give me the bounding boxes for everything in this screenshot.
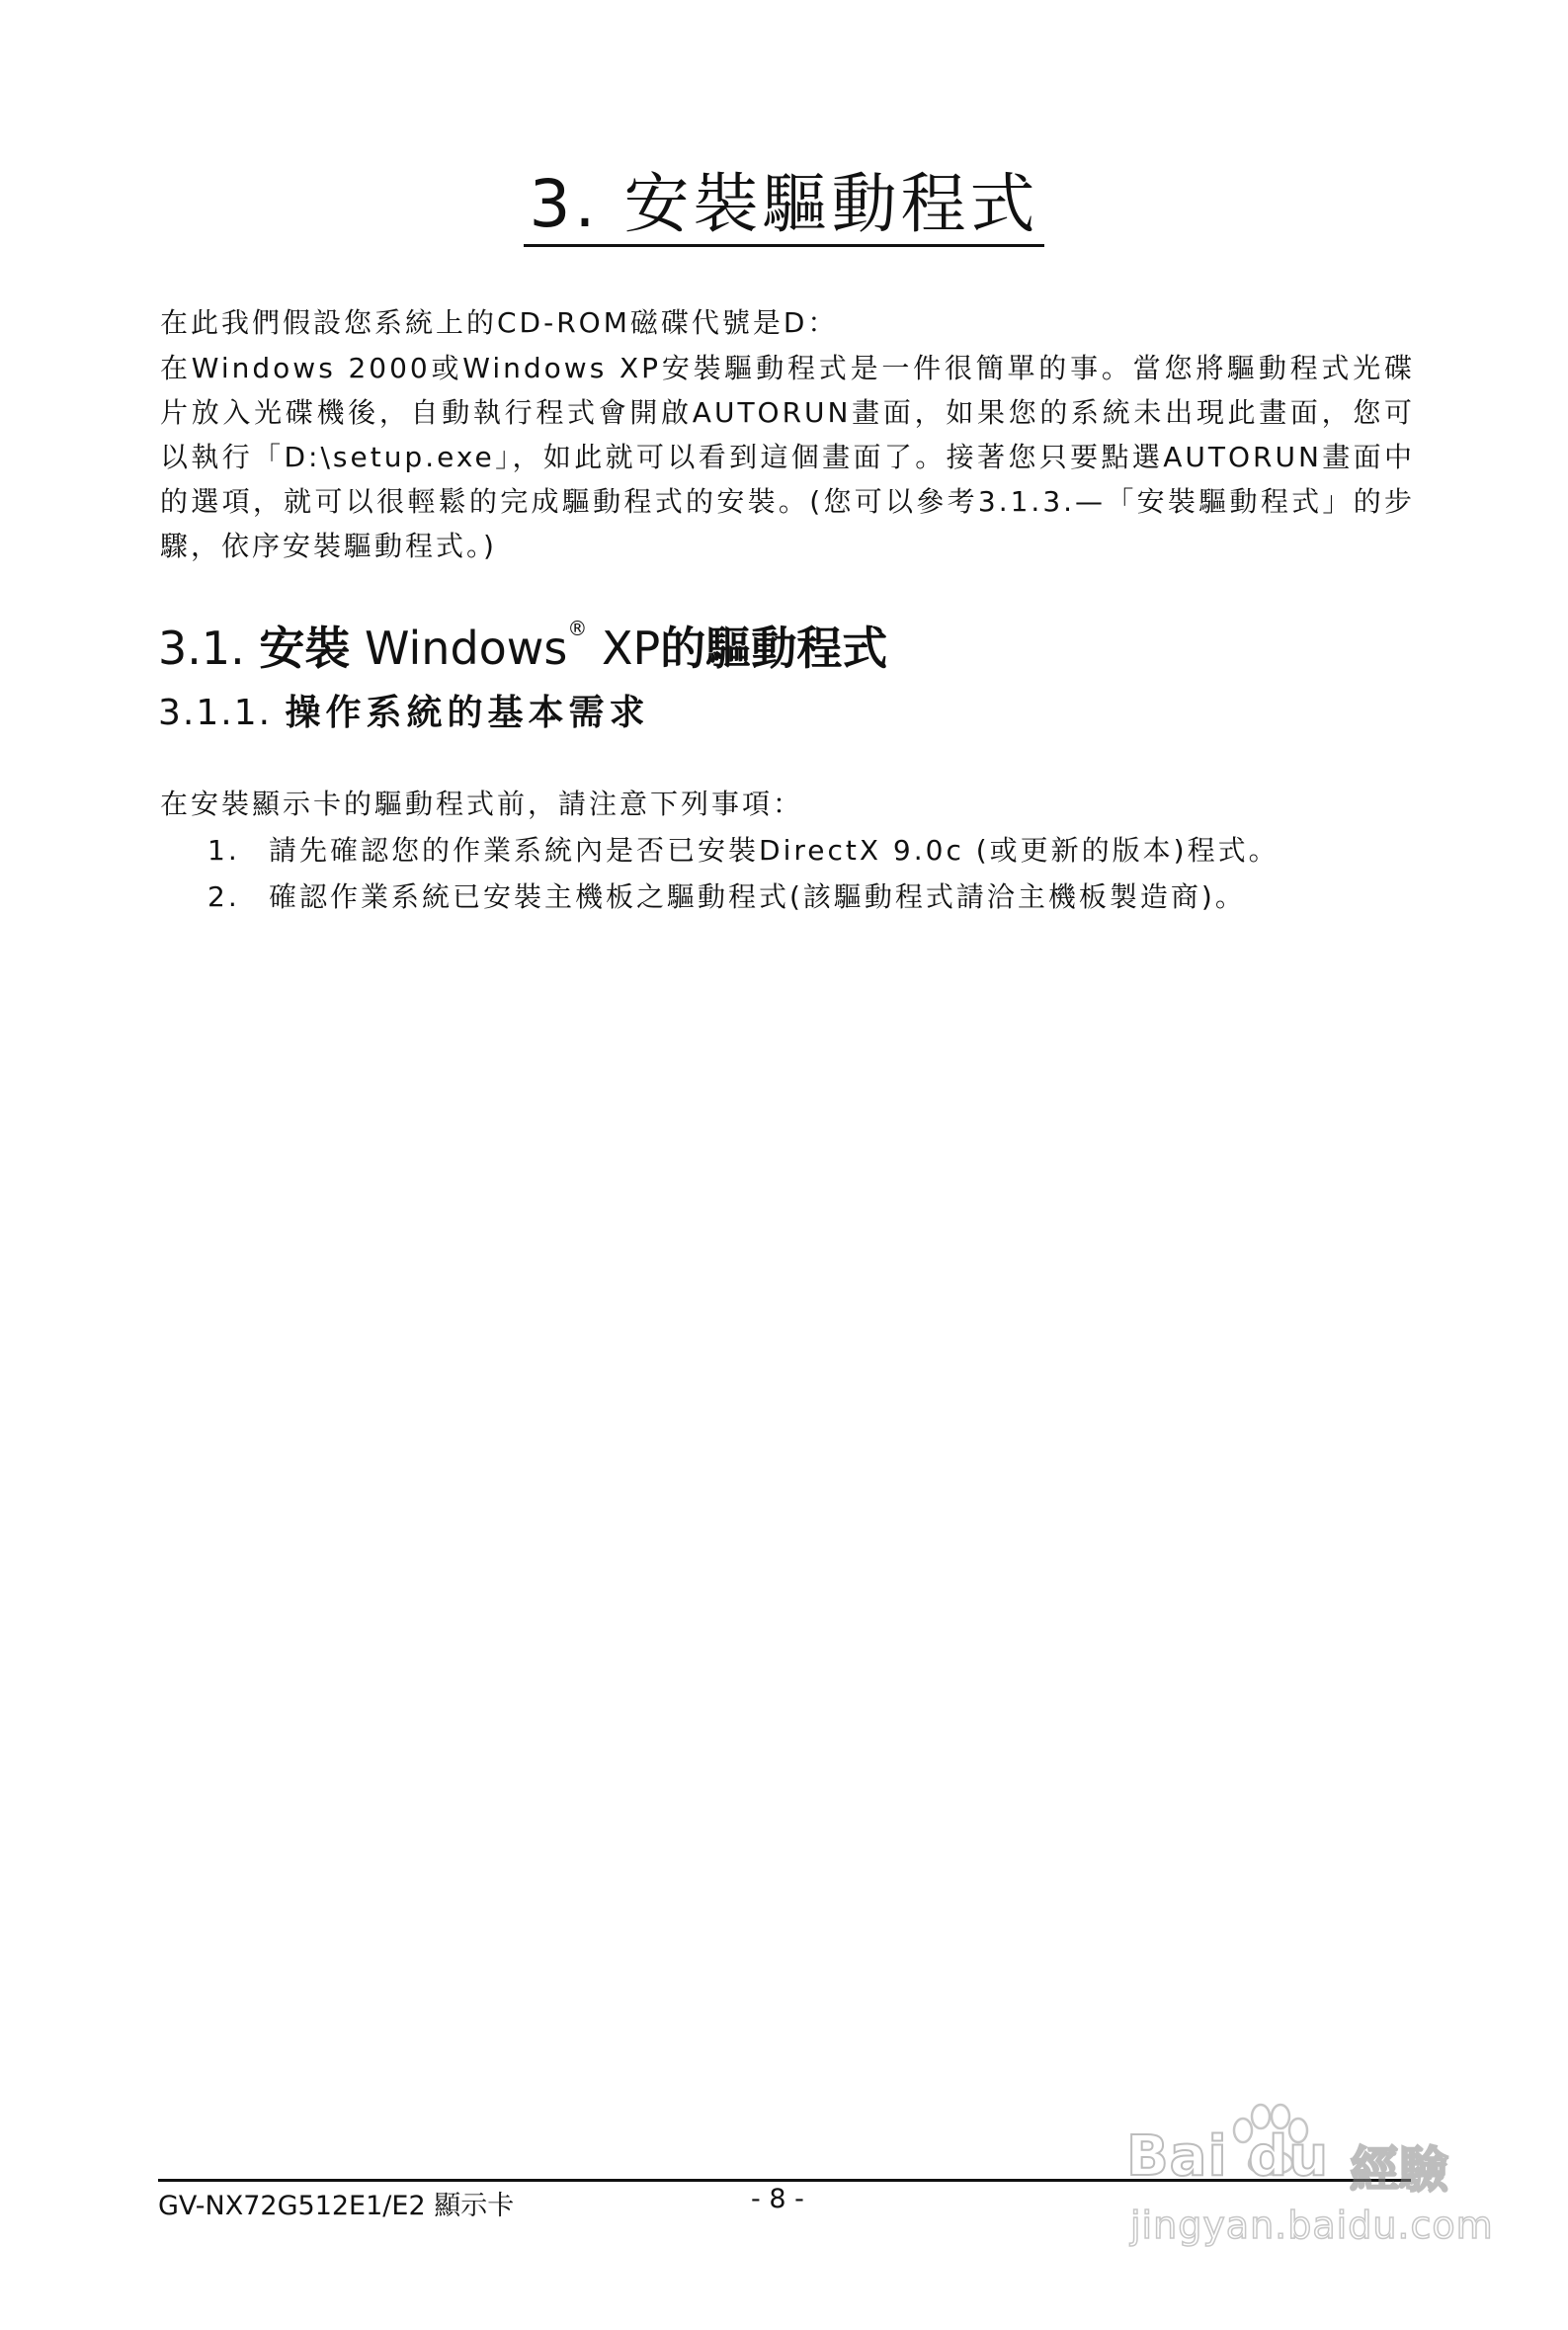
subsection-heading xyxy=(158,685,650,735)
registered-mark: ® xyxy=(567,617,588,640)
requirements-list xyxy=(207,827,1279,920)
section-number: 3.1. xyxy=(158,622,245,675)
requirements-intro: 在安裝顯示卡的驅動程式前，請注意下列事項： xyxy=(160,788,804,820)
footer-page-number: - 8 - xyxy=(751,2184,804,2214)
watermark-brand: Bai du xyxy=(1126,2124,1330,2189)
list-item xyxy=(207,874,1279,920)
intro-line: 在此我們假設您系統上的CD-ROM磁碟代號是D： xyxy=(160,306,839,339)
section-title-ver: XP xyxy=(602,622,661,675)
list-item-number: 2. xyxy=(207,880,240,913)
subsection-title: 操作系統的基本需求 xyxy=(285,693,650,733)
list-item-number: 1. xyxy=(207,834,240,867)
list-item-text: 確認作業系統已安裝主機板之驅動程式(該驅動程式請洽主機板製造商)。 xyxy=(269,880,1246,913)
section-heading xyxy=(158,613,887,678)
baidu-watermark xyxy=(1116,2103,1494,2281)
watermark-label: 經驗 xyxy=(1350,2141,1448,2199)
section-title-os: Windows xyxy=(365,622,568,675)
watermark-url: jingyan.baidu.com xyxy=(1130,2204,1494,2247)
chapter-title-text: 3. 安裝驅動程式 xyxy=(524,167,1045,247)
section-title-pre: 安裝 xyxy=(259,622,351,675)
footer-product: GV-NX72G512E1/E2 顯示卡 xyxy=(158,2191,515,2221)
list-item xyxy=(207,827,1279,874)
intro-paragraph: 在Windows 2000或Windows XP安裝驅動程式是一件很簡單的事。當您將驅動程式光碟片放入光碟機後，自動執行程式會開啟AUTORUN畫面，如果您的系統未出現此畫面，您可以執行「D:\setup.exe」，如此就可以看到這個畫面了。接著您只要點選AUTORUN畫面中的選項，就可以很輕鬆的完成驅動程式的安裝。(您可以參考3.1.3.—「安裝驅動程式」的步驟，依序安裝驅動程式。) xyxy=(160,352,1415,562)
list-item-text: 請先確認您的作業系統內是否已安裝DirectX 9.0c (或更新的版本)程式。 xyxy=(269,834,1279,867)
subsection-number: 3.1.1. xyxy=(158,693,273,733)
section-title-post: 的驅動程式 xyxy=(660,622,888,675)
chapter-title xyxy=(0,166,1568,247)
